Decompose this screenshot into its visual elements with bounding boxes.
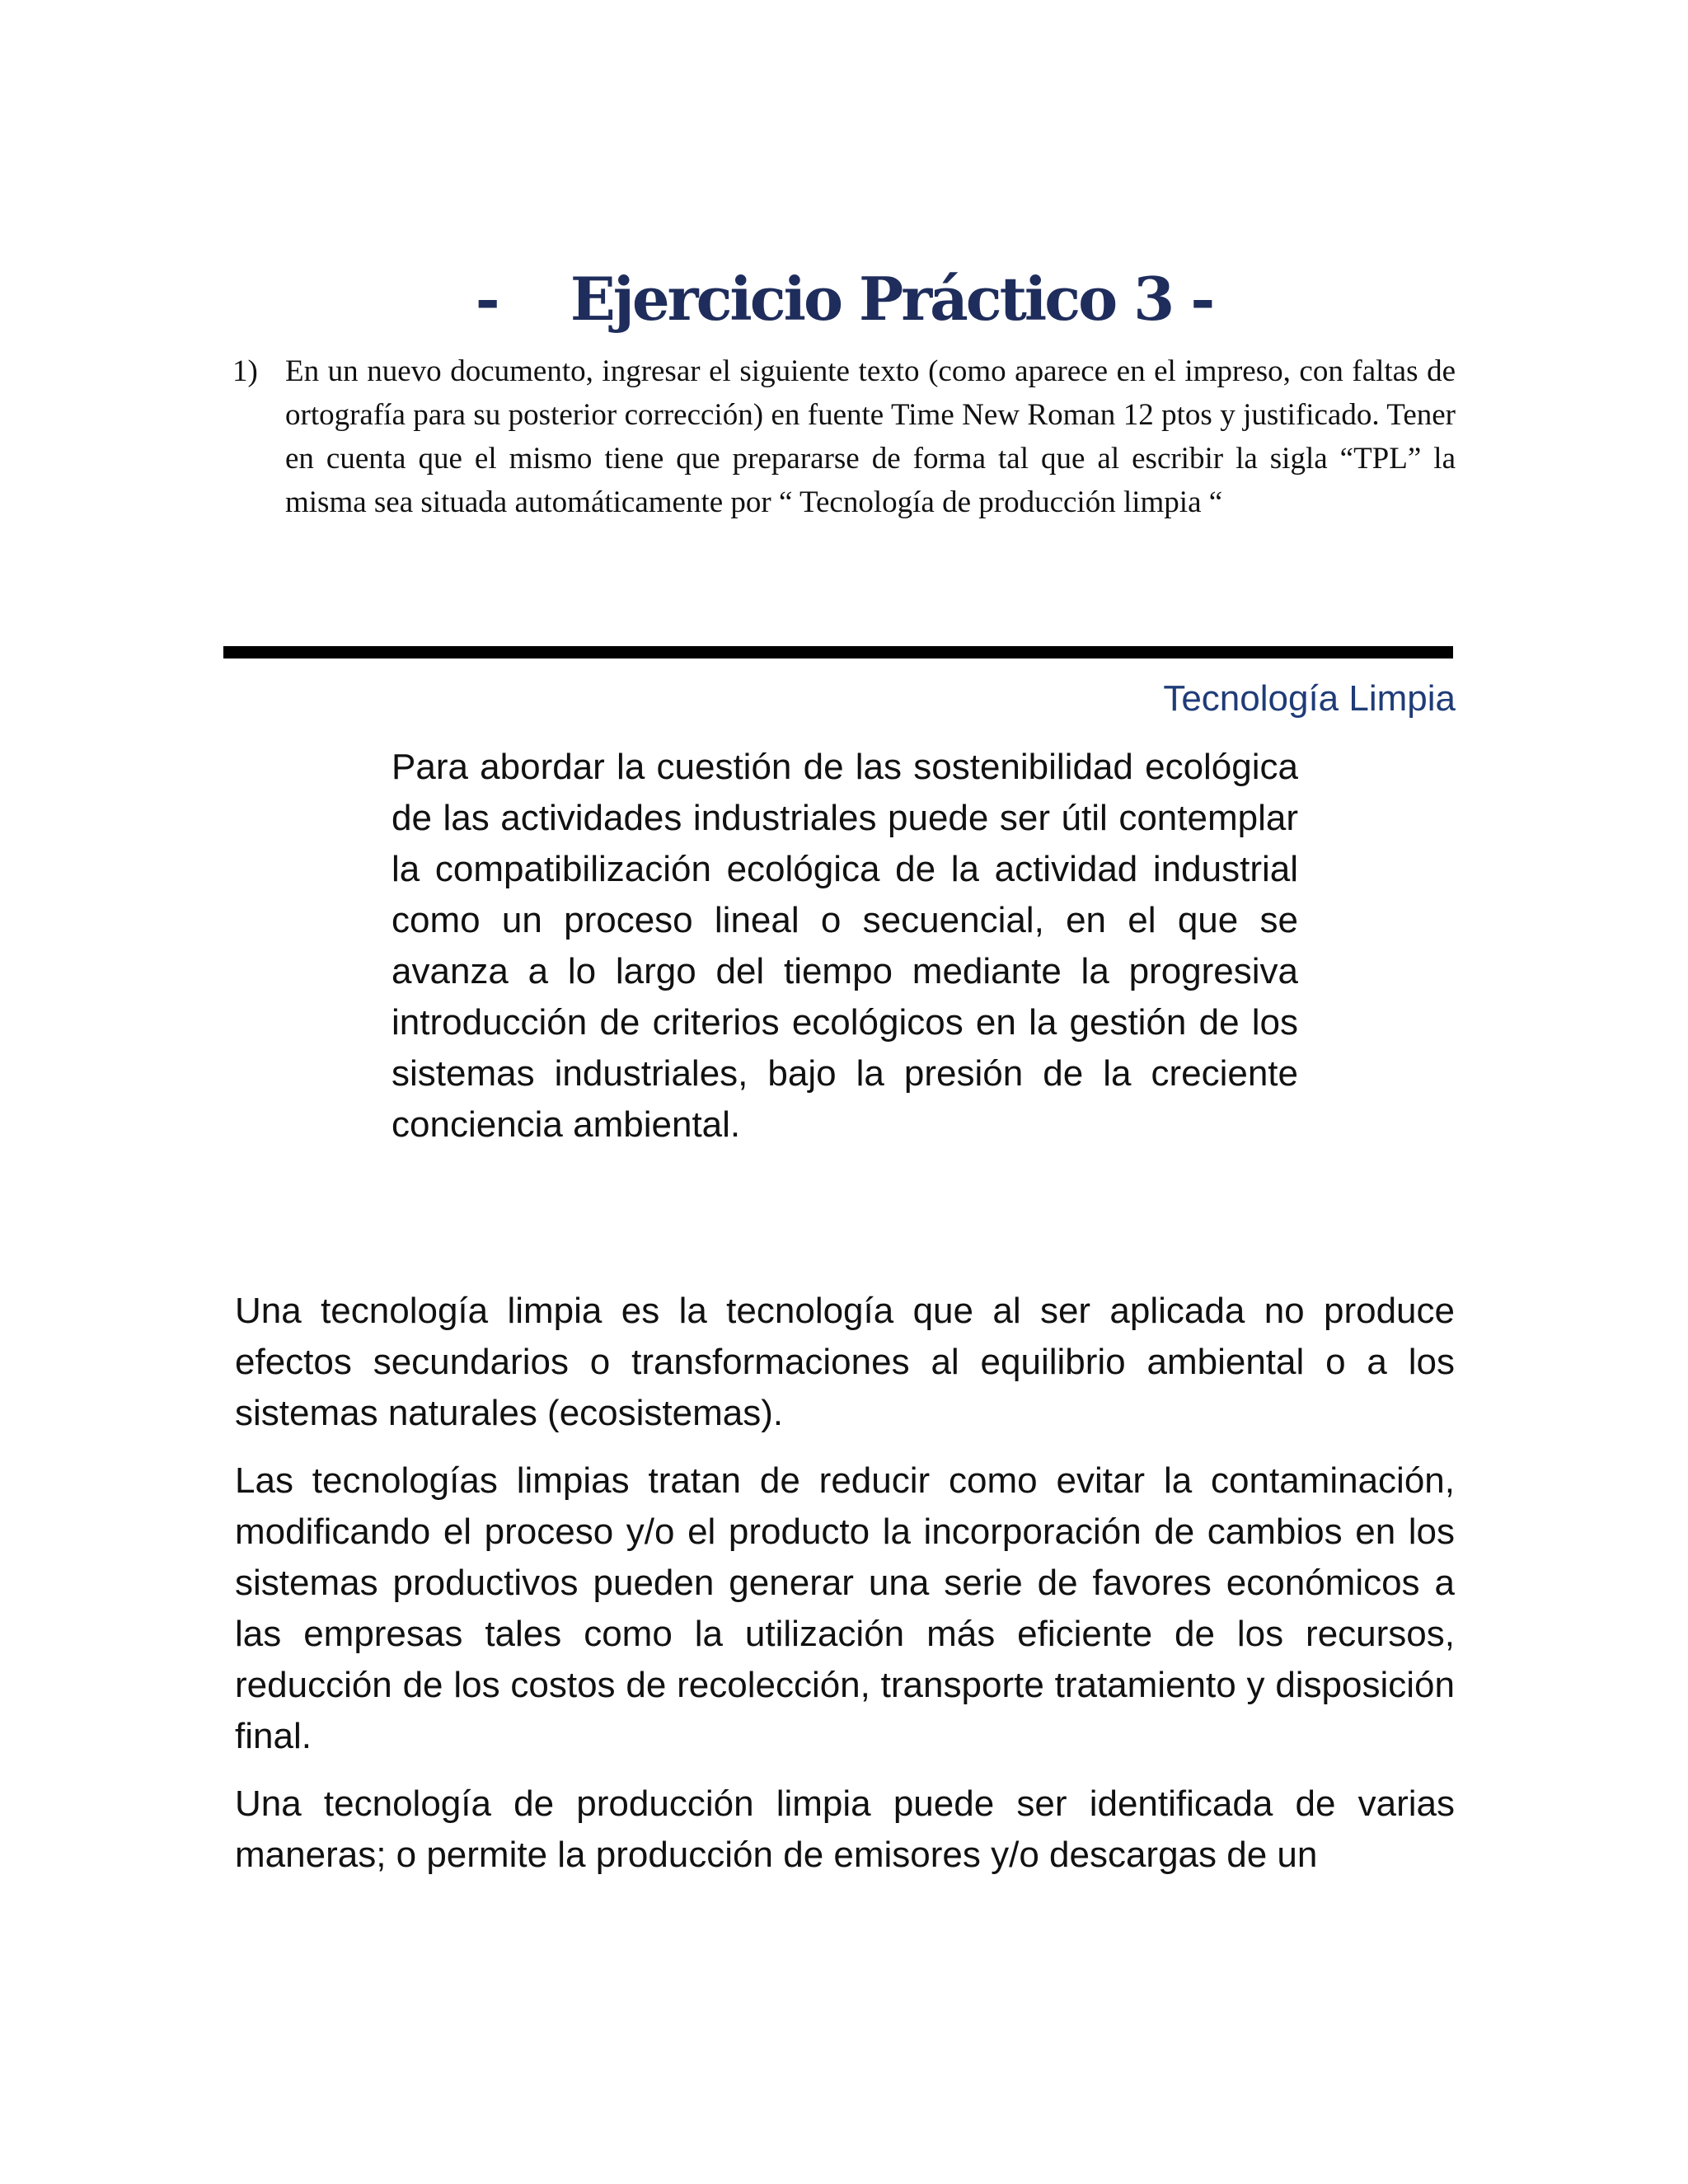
body-paragraph: Una tecnología limpia es la tecnología que al ser aplicada no produce efectos secundarios o transformaciones al equilibrio ambiental o a los sistemas naturales (ecosistemas).	[235, 1291, 1455, 1433]
title-dash-right: -	[1190, 264, 1213, 334]
body-paragraph: Las tecnologías limpias tratan de reducir como evitar la contaminación, modificando el proceso y/o el producto la incorporación de cambios en los sistemas productivos pueden generar una serie de favores económicos a las empresas tales como la utilización más eficiente de los recursos, reducción de los costos de recolección, transporte tratamiento y disposición final.	[235, 1460, 1455, 1756]
title-text: Ejercicio Práctico 3	[570, 264, 1173, 334]
instruction-text: En un nuevo documento, ingresar el siguiente texto (como aparece en el impreso, con faltas de ortografía para su posterior corrección) en fuente Time New Roman 12 ptos y justificado. Tener en cuenta que el mismo tiene que prepararse de forma tal que al escribir la sigla “TPL” la misma sea situada automáticamente por “ Tecnología de producción limpia “	[285, 354, 1456, 519]
title-dash-left: -	[475, 264, 498, 334]
horizontal-rule	[223, 646, 1453, 658]
body-text	[235, 1286, 1455, 1897]
section-header-label: Tecnología Limpia	[1163, 678, 1456, 719]
page-title	[0, 262, 1688, 336]
body-paragraph: Una tecnología de producción limpia puede ser identificada de varias maneras; o permite la producción de emisores y/o descargas de un	[235, 1783, 1455, 1875]
instruction-item	[232, 349, 1456, 524]
indented-quote-paragraph: Para abordar la cuestión de las sostenibilidad ecológica de las actividades industriales puede ser útil contemplar la compatibilización ecológica de la actividad industrial como un proceso lineal o secuencial, en el que se avanza a lo largo del tiempo mediante la progresiva introducción de criterios ecológicos en la gestión de los sistemas industriales, bajo la presión de la creciente conciencia ambiental.	[392, 747, 1298, 1145]
instruction-number: 1)	[232, 354, 258, 388]
